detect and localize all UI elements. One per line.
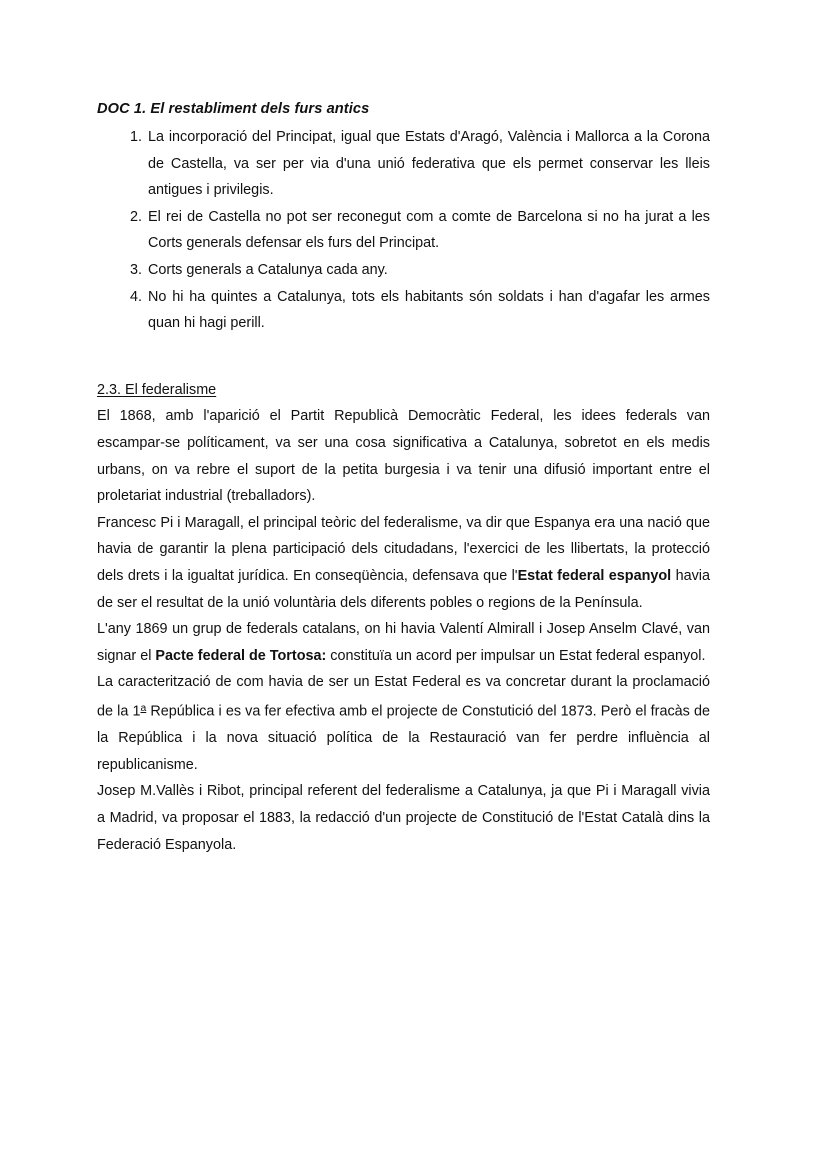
paragraph bbox=[97, 669, 710, 778]
list-item-text: La incorporació del Principat, igual que Estats d'Aragó, València i Mallorca a la Corona de Castella, va ser per via d'una unió federativa que els permet conservar les lleis antigues i privilegis. bbox=[148, 129, 710, 199]
list-item bbox=[97, 257, 710, 284]
text-run: Josep M.Vallès i Ribot, principal referent del federalisme a Catalunya, ja que Pi i Maragall vivia a Madrid, va proposar el 1883, la redacció d'un projecte de Constitució de l'Estat Català dins la Federació Espanyola. bbox=[97, 783, 710, 853]
text-run: constituïa un acord per impulsar un Estat federal espanyol. bbox=[326, 647, 706, 664]
list-item-number: 2. bbox=[129, 208, 142, 225]
list-item-number: 1. bbox=[129, 129, 142, 145]
list-item-text: Corts generals a Catalunya cada any. bbox=[148, 261, 388, 278]
emphasis-text: Estat federal espanyol bbox=[517, 567, 672, 584]
text-run: Francesc Pi i Maragall, el principal teòric del federalisme, va dir que Espanya era una nació que havia de garantir la plena participació dels citudadans, l'exercici de les llibertats, la protecció dels drets i la igualtat jurídica. En conseqüència, defensava que l' bbox=[97, 514, 710, 584]
text-run: República i es va fer efectiva amb el projecte de Constutició del 1873. Però el fracàs de la República i la nova situació política de la Restauració van fer perdre influència al republicanisme. bbox=[97, 703, 710, 773]
text-run: El 1868, amb l'aparició el Partit Republicà Democràtic Federal, les idees federals van escampar-se políticament, va ser una cosa significativa a Catalunya, sobretot en els medis urbans, on va rebre el suport de la petita burgesia i va tenir una difusió important entre el proletariat industrial (treballadors). bbox=[97, 408, 710, 505]
list-item bbox=[97, 204, 710, 257]
section-heading: 2.3. El federalisme bbox=[97, 381, 217, 398]
list-item-text: El rei de Castella no pot ser reconegut com a comte de Barcelona si no ha jurat a les Corts generals defensar els furs del Principat. bbox=[148, 208, 710, 252]
emphasis-text: Pacte federal de Tortosa: bbox=[155, 647, 327, 664]
list-item-number: 3. bbox=[129, 261, 142, 278]
paragraph bbox=[97, 616, 710, 669]
doc-block-heading: DOC 1. El restabliment dels furs antics bbox=[97, 101, 370, 117]
paragraph bbox=[97, 403, 710, 509]
text-run: havia de ser el resultat de la unió voluntària dels diferents pobles o regions de la Península. bbox=[97, 567, 710, 611]
document-content bbox=[97, 96, 710, 858]
list-item-number: 4. bbox=[129, 288, 142, 305]
paragraph bbox=[97, 778, 710, 858]
list-item bbox=[97, 124, 710, 204]
section-spacer bbox=[97, 337, 710, 377]
list-item-text: No hi ha quintes a Catalunya, tots els habitants són soldats i han d'agafar les armes quan hi hagi perill. bbox=[148, 288, 710, 332]
text-run: La caracterització de com havia de ser un Estat Federal es va concretar durant la proclamació de la 1 bbox=[97, 674, 710, 720]
paragraph bbox=[97, 510, 710, 616]
list-item bbox=[97, 284, 710, 337]
ordinal-suffix: a bbox=[140, 702, 147, 714]
text-run: L'any 1869 un grup de federals catalans, on hi havia Valentí Almirall i Josep Anselm Clavé, van signar el bbox=[97, 621, 710, 664]
doc-numbered-list bbox=[97, 124, 710, 337]
